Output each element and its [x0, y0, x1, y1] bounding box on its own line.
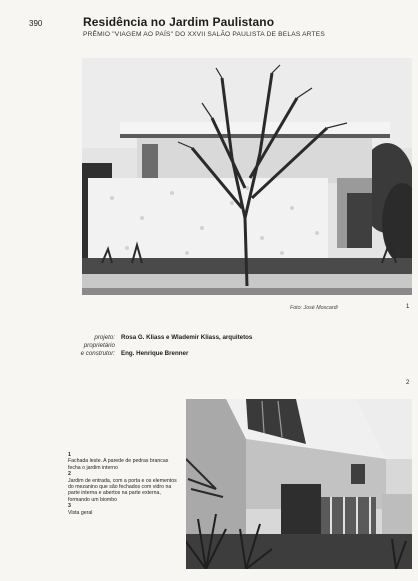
figure-captions [68, 452, 178, 516]
credit-value: Rosa G. Kliass e Wlademir Kliass, arquitetos [121, 334, 253, 341]
figure-number-1: 1 [406, 304, 410, 310]
page-number: 390 [29, 19, 43, 28]
photo-entrance-garden [186, 399, 412, 569]
caption-text: Jardim de entrada, com a porta e os elementos do mezanino que são fechados com vidro na parte interna e abertos na parte externa, formando um biombo [68, 477, 177, 503]
photo-east-facade [82, 58, 412, 295]
caption-number: 1 [68, 452, 71, 458]
credit-label: proprietário [83, 342, 115, 349]
credit-label: e construtor: [80, 350, 115, 357]
caption-text: Fachada leste. A parede de pedras brancas fecha o jardim interno [68, 458, 169, 471]
caption-number: 2 [68, 471, 71, 478]
caption-text: Vista geral [68, 509, 93, 516]
caption-number: 3 [68, 503, 71, 510]
page-title: Residência no Jardim Paulistano [83, 15, 275, 29]
photo-credit: Foto: José Moscardi [290, 305, 338, 311]
page-subtitle: PRÊMIO "VIAGEM AO PAÍS" DO XXVII SALÃO PAULISTA DE BELAS ARTES [83, 31, 325, 38]
credit-value: Eng. Henrique Brenner [121, 350, 189, 357]
credit-label: projeto: [94, 334, 115, 341]
figure-number-2: 2 [406, 380, 410, 386]
